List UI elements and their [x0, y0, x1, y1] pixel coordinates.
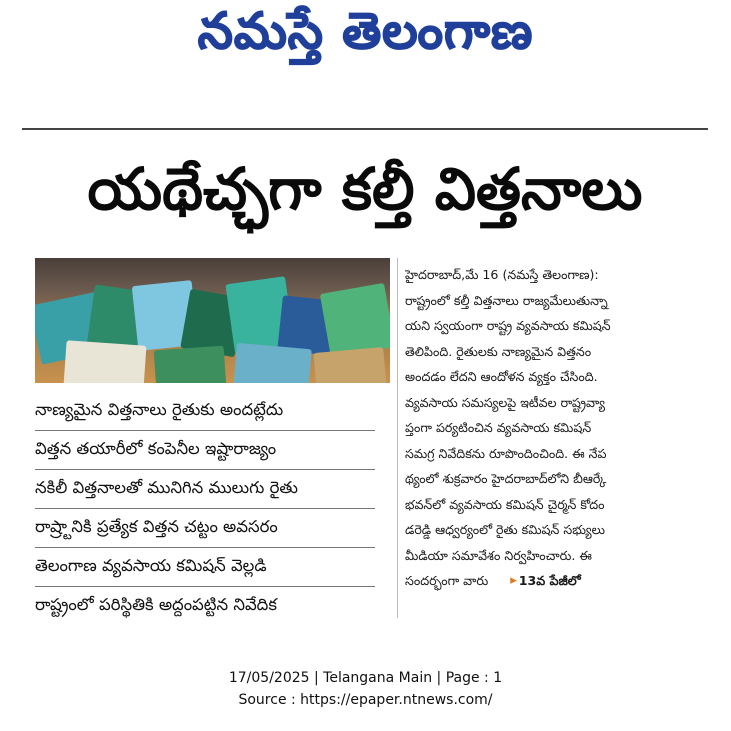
headline: యథేచ్ఛగా కల్తీ విత్తనాలు — [87, 154, 643, 223]
subheading: నకిలీ విత్తనాలతో మునిగిన ములుగు రైతు — [35, 470, 375, 509]
continued-on-page[interactable]: 13వ పేజీలో — [518, 573, 581, 588]
footer-source: Source : https://epaper.ntnews.com/ — [238, 692, 493, 708]
body-line: థ్యంలో శుక్రవారం హైదరాబాద్‌లోని బీఆర్కే — [405, 471, 607, 486]
body-line: వ్యవసాయ సమస్యలపై ఇటీవల రాష్ట్రవ్యా — [405, 394, 605, 410]
newspaper-title: నమస్తే తెలంగాణ — [197, 1, 534, 60]
top-rule — [22, 128, 708, 130]
body-line: అందడం లేదని ఆందోళన వ్యక్తం చేసింది. — [405, 369, 598, 384]
subheading: నాణ్యమైన విత్తనాలు రైతుకు అందట్లేదు — [35, 392, 375, 431]
body-line: తెలిపింది. రైతులకు నాణ్యమైన విత్తనం — [405, 343, 592, 359]
subheading: తెలంగాణ వ్యవసాయ కమిషన్ వెల్లడి — [35, 548, 375, 587]
right-triangle-icon: ▸ — [510, 573, 517, 588]
body-line: మీడియా సమావేశం నిర్వహించారు. ఈ — [405, 547, 592, 563]
body-line: సందర్భంగా వారు — [405, 573, 489, 588]
subheadings — [35, 392, 375, 625]
subheading: రాష్ర్టానికి ప్రత్యేక విత్తన చట్టం అవసరం — [35, 509, 375, 548]
body-line: యని స్వయంగా రాష్ట్ర వ్యవసాయ కమిషన్ — [405, 318, 611, 333]
body-last-line — [405, 568, 703, 594]
body-line: రాష్ట్రంలో కల్తీ విత్తనాలు రాజ్యమేలుతున్నా — [405, 292, 608, 308]
footer-info: 17/05/2025 | Telangana Main | Page : 1 — [228, 670, 503, 686]
body-line: డరెడ్డి ఆధ్వర్యంలో రైతు కమిషన్ సభ్యులు — [405, 522, 605, 537]
body-line: ప్తంగా పర్యటించిన వ్యవసాయ కమిషన్ — [405, 420, 592, 435]
dateline: హైదరాబాద్,మే 16 (నమస్తే తెలంగాణ): — [405, 267, 599, 282]
masthead — [0, 1, 731, 70]
column-divider — [397, 258, 398, 618]
subheading: విత్తన తయారీలో కంపెనీల ఇష్టారాజ్యం — [35, 431, 375, 470]
body-line: సమగ్ర నివేదికను రూపొందించింది. ఈ నేప — [405, 445, 607, 461]
body-line: భవన్‌లో వ్యవసాయ కమిషన్ చైర్మన్ కోదం — [405, 496, 605, 512]
seed-packets-photo — [35, 258, 390, 383]
headline-block — [22, 148, 708, 244]
subheading: రాష్ట్రంలో పరిస్థితికి అద్దంపట్టిన నివేదిక — [35, 594, 277, 614]
article-body — [405, 262, 703, 594]
